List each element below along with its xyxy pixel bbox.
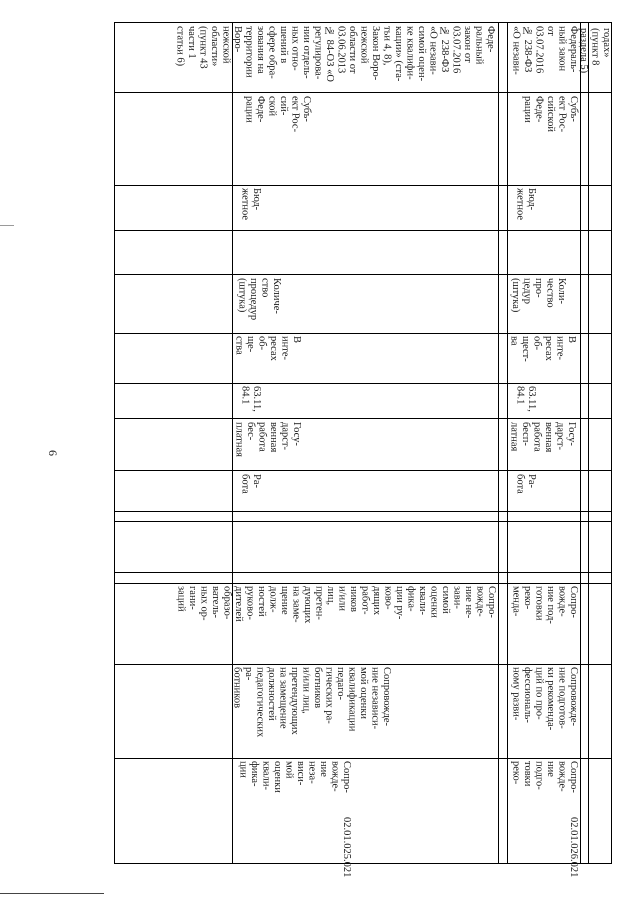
row2-indicator: Коли- чество про- цедур (штука) bbox=[510, 278, 567, 313]
row1-indicator: Количе- ство процедур (штука) bbox=[236, 278, 282, 321]
row1-content-2: Сопро- вожде- ние не- зави- симой оценки квали- фика- ции ру- ково- дящих работ- ников и/или лиц, претен- дующих на заме- щение долж- ностей руково- дителей образо- ватель- ных ор- гани- заций bbox=[175, 586, 497, 624]
column-divider bbox=[114, 230, 612, 231]
column-divider bbox=[114, 470, 612, 471]
column-divider bbox=[114, 383, 612, 384]
row2-work-type: Ра- бота bbox=[514, 474, 537, 494]
row-divider bbox=[498, 22, 499, 864]
column-divider bbox=[114, 664, 612, 665]
row1-work-type: Ра- бота bbox=[239, 474, 262, 494]
row1-consumers: В инте- ресах об- ще- ства bbox=[233, 336, 302, 361]
row2-legal-basis: Федераль- ный закон от 03.07.2016 № 238-ФЗ «О незави- bbox=[510, 26, 579, 75]
row1-service-name: Сопро- вожде- ние неза- виси- мой оценки квали- фика- ции bbox=[237, 761, 352, 793]
rotated-table-page bbox=[114, 22, 612, 878]
column-divider bbox=[114, 418, 612, 419]
row2-consumers: В инте- ресах об- щест- ва bbox=[508, 336, 577, 362]
row2-budget: Бюд- жетное bbox=[514, 188, 537, 221]
column-divider bbox=[114, 572, 612, 573]
column-divider bbox=[114, 521, 612, 522]
row2-service-name: Сопро- вожде- ние подго- товки реко- bbox=[510, 761, 579, 793]
column-divider bbox=[114, 92, 612, 93]
row2-activity-code: 63.11, 84.1 bbox=[514, 386, 537, 412]
services-table bbox=[114, 22, 612, 878]
column-divider bbox=[114, 758, 612, 759]
row1-legal-basis: Феде- ральный закон от 03.07.2016 № 238-ФЗ «О незави- симой оцен- ке квалифи- кации» (ста- тьи 4, 8), Закон Воро- нежской области от 03.06.2013 № 84-ОЗ «О регулирова- нии отдель- ных отно- шений в сфере обра- зования на территории Воро- нежской области» (пункт 43 части 1 статьи 6) bbox=[174, 26, 496, 82]
legal-basis-continuation: годах» (пункт 8 раздела 5) bbox=[578, 28, 612, 74]
row1-authority: Субъ- ект Рос- сий- ской Феде- рации bbox=[243, 96, 312, 133]
column-divider bbox=[114, 583, 612, 584]
row-divider bbox=[580, 22, 581, 864]
row1-activity-code: 63.11, 84.1 bbox=[239, 386, 262, 412]
row-divider bbox=[588, 22, 589, 864]
column-divider bbox=[114, 274, 612, 275]
row2-code: 02.01.026.021 bbox=[568, 817, 579, 878]
row2-authority: Субъ- ект Рос- сийской Феде- рации bbox=[522, 96, 579, 133]
column-divider bbox=[114, 185, 612, 186]
row1-code: 02.01.025.021 bbox=[341, 817, 352, 878]
page-number: 6 bbox=[46, 450, 60, 456]
row2-content-2: Сопро- вожде- ние под- готовки реко- менда- bbox=[510, 586, 579, 624]
column-divider bbox=[114, 333, 612, 334]
row2-payment: Госу- дарст- венная работа бесп- латная bbox=[508, 422, 577, 453]
row2-content-1: Сопровожде- ние подготов- ки рекоменда- ций по про- фессиональ- ному разви- bbox=[510, 667, 579, 731]
row1-payment: Госу- дарст- венная работа бес- платная bbox=[233, 422, 302, 457]
margin-mark bbox=[0, 225, 14, 226]
footnote-rule bbox=[0, 893, 104, 894]
row1-content-1: Сопровожде- ние независи- мой оценки квалификации педаго- гических ра- ботников и/или лиц, претендующих на замещение должностей педагогических ра- ботников bbox=[231, 667, 392, 738]
row1-budget: Бюд- жетное bbox=[239, 188, 262, 221]
column-divider bbox=[114, 511, 612, 512]
